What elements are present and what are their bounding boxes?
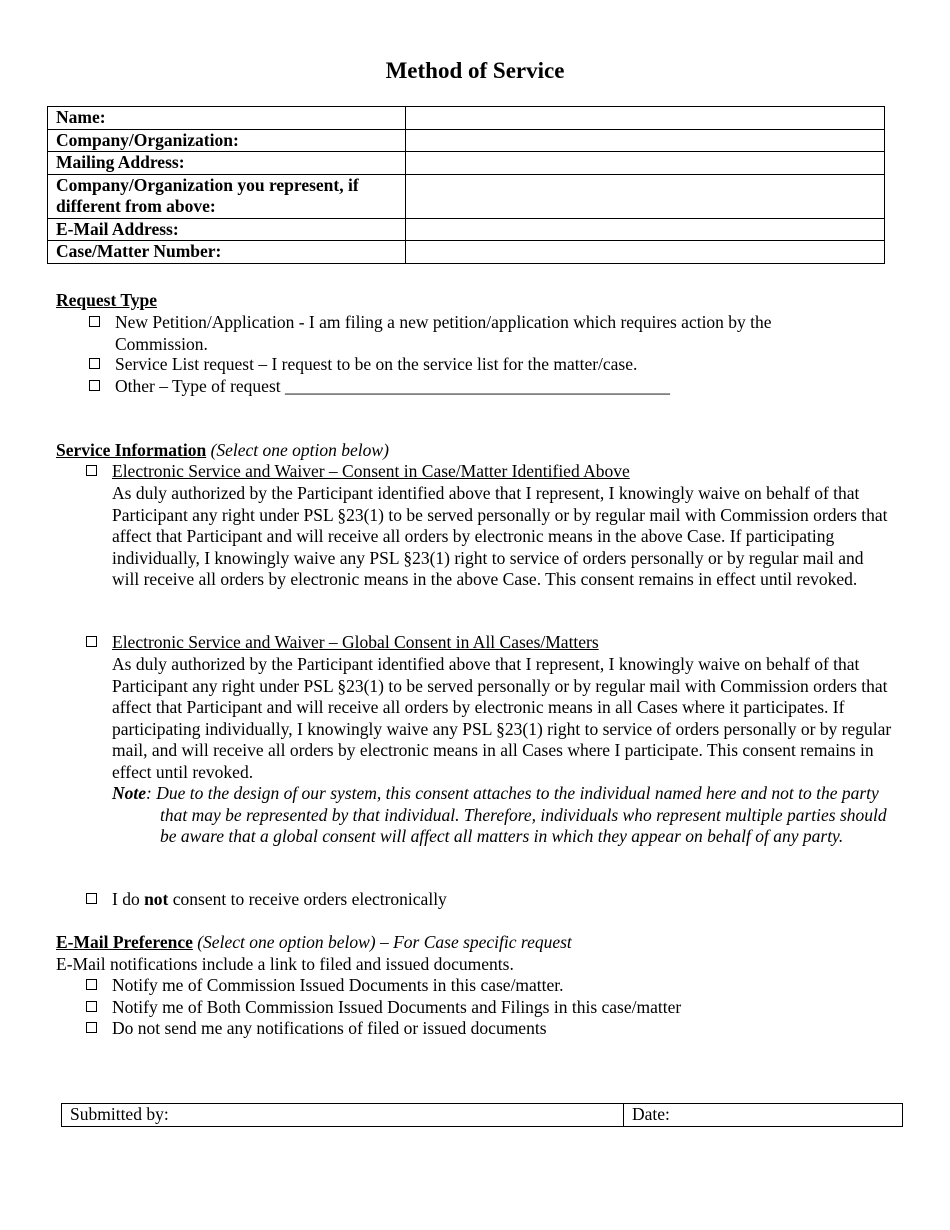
table-row xyxy=(48,241,885,264)
case-consent-body: As duly authorized by the Participant identified above that I represent, I knowingly waive on behalf of that Participant any right under PSL §23(1) to be served personally or by regular mail with Commission orders that affect that Participant and will receive all orders by electronic means in the above Case. If participating individually, I knowingly waive any PSL §23(1) right to service of orders personally or by regular mail and will receive all orders by electronic means in the above Case. This consent remains in effect until revoked. xyxy=(112,483,888,589)
global-consent-body: As duly authorized by the Participant identified above that I represent, I knowingly waive on behalf of that Participant any right under PSL §23(1) to be served personally or by regular mail with Commission orders that affect that Participant and will receive all orders by electronic means in all Cases where it participates. If participating individually, I knowingly waive any PSL §23(1) right to service of orders personally or by regular mail, and will receive all orders by electronic means in all Cases where I participate. This consent remains in effect until revoked. xyxy=(112,654,892,782)
global-consent-note xyxy=(112,783,890,848)
date-field[interactable]: Date: xyxy=(624,1104,903,1127)
case-number-label: Case/Matter Number: xyxy=(48,241,406,264)
option-other-request-label: Other – Type of request ____________________________________________ xyxy=(115,376,671,396)
email-preference-description: E-Mail notifications include a link to filed and issued documents. xyxy=(56,954,514,974)
no-consent-bold: not xyxy=(144,889,169,909)
table-row xyxy=(48,174,885,218)
represented-company-field[interactable] xyxy=(406,174,885,218)
page-title: Method of Service xyxy=(385,58,565,83)
service-information-heading: Service Information xyxy=(56,440,207,460)
company-label: Company/Organization: xyxy=(48,129,406,152)
represented-company-label: Company/Organization you represent, if different from above: xyxy=(48,174,406,218)
submitted-by-field[interactable]: Submitted by: xyxy=(62,1104,624,1127)
checkbox-service-list[interactable] xyxy=(89,358,100,369)
checkbox-other-request[interactable] xyxy=(89,380,100,391)
checkbox-no-notifications[interactable] xyxy=(86,1022,97,1033)
checkbox-no-consent[interactable] xyxy=(86,893,97,904)
table-row xyxy=(48,218,885,241)
contact-info-table xyxy=(47,106,885,264)
mailing-address-field[interactable] xyxy=(406,152,885,175)
email-preference-header xyxy=(56,932,572,954)
table-row xyxy=(62,1104,903,1127)
company-field[interactable] xyxy=(406,129,885,152)
checkbox-notify-both[interactable] xyxy=(86,1001,97,1012)
case-number-field[interactable] xyxy=(406,241,885,264)
case-consent-title: Electronic Service and Waiver – Consent in Case/Matter Identified Above xyxy=(112,461,630,481)
email-preference-heading: E-Mail Preference xyxy=(56,932,193,952)
email-preference-instruction: (Select one option below) – For Case specific request xyxy=(197,932,572,952)
mailing-address-label: Mailing Address: xyxy=(48,152,406,175)
checkbox-case-consent[interactable] xyxy=(86,465,97,476)
option-service-list-label: Service List request – I request to be on the service list for the matter/case. xyxy=(115,354,638,374)
table-row xyxy=(48,152,885,175)
service-information-header xyxy=(56,440,389,462)
no-notifications-label: Do not send me any notifications of filed or issued documents xyxy=(112,1018,547,1038)
no-consent-suffix: consent to receive orders electronically xyxy=(168,889,447,909)
checkbox-new-petition[interactable] xyxy=(89,316,100,327)
no-consent-label xyxy=(112,889,447,911)
email-field[interactable] xyxy=(406,218,885,241)
request-type-heading: Request Type xyxy=(56,290,157,310)
table-row xyxy=(48,129,885,152)
submission-table xyxy=(61,1103,903,1127)
email-label: E-Mail Address: xyxy=(48,218,406,241)
global-consent-title: Electronic Service and Waiver – Global Consent in All Cases/Matters xyxy=(112,632,599,652)
notify-both-label: Notify me of Both Commission Issued Documents and Filings in this case/matter xyxy=(112,997,682,1017)
note-text: : Due to the design of our system, this consent attaches to the individual named here and not to the party that may be represented by that individual. Therefore, individuals who represent multiple parties should be aware that a global consent will affect all matters in which they appear on behalf of any party. xyxy=(146,783,887,846)
service-information-instruction: (Select one option below) xyxy=(210,440,389,460)
option-new-petition-label: New Petition/Application - I am filing a new petition/application which requires action by the Commission. xyxy=(115,312,772,354)
checkbox-notify-issued[interactable] xyxy=(86,979,97,990)
notify-issued-label: Notify me of Commission Issued Documents in this case/matter. xyxy=(112,975,564,995)
name-field[interactable] xyxy=(406,107,885,130)
checkbox-global-consent[interactable] xyxy=(86,636,97,647)
table-row xyxy=(48,107,885,130)
no-consent-prefix: I do xyxy=(112,889,145,909)
name-label: Name: xyxy=(48,107,406,130)
note-label: Note xyxy=(112,783,147,803)
